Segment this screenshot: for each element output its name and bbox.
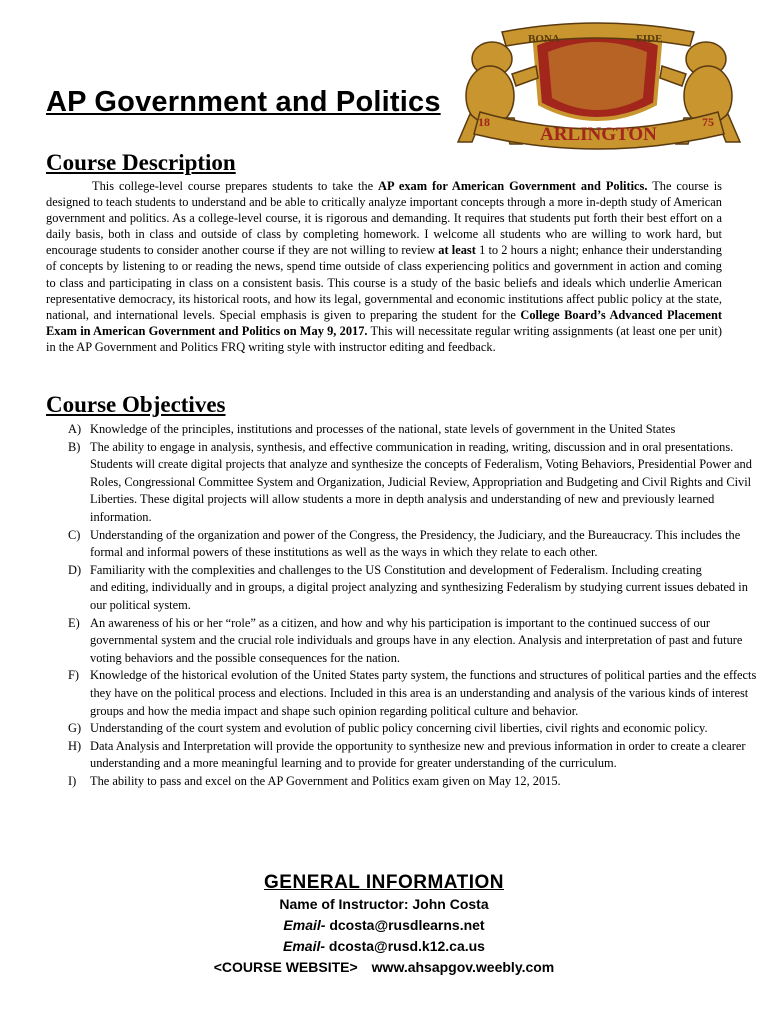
crest-banner-left-text: BONA	[528, 33, 560, 45]
email-line-1	[0, 915, 768, 936]
objective-item	[46, 667, 764, 720]
crest-banner-right-text: FIDE	[636, 33, 663, 45]
course-description-heading: Course Description	[46, 150, 236, 175]
desc-text-2: The course is designed to teach students to understand and be able to critically analyze important concepts through a more in-depth study of American government and politics. As a college-level course, it is rigorous and demanding. It requires that students put forth their best effort on a daily basis, both in class and outside of class by completing homework. I welcome all students who are willing to work hard, but encourage students to consider another course if they are not willing to review	[46, 179, 723, 258]
objective-marker: A)	[68, 422, 82, 436]
objective-item	[46, 615, 764, 668]
website-label: <COURSE WEBSITE>	[213, 959, 358, 975]
objective-marker: D)	[68, 562, 82, 577]
objective-marker: B)	[68, 439, 81, 454]
objective-text: An awareness of his or her “role” as a citizen, and how and why his participation is important to the continued success of our governmental system and the crucial role individuals and groups have in any election. Analysis and interpretation of past and future voting behaviors and the possible consequences for the nation.	[90, 615, 743, 665]
objective-marker: H)	[68, 738, 82, 753]
objective-text: The ability to engage in analysis, synthesis, and effective communication in reading, writing, discussion and in oral presentations. Students will create digital projects that analyze and synthesize the concepts of Federalism, Voting Behaviors, Presidential Power and Roles, Congressional Committee System and Organization, Judicial Review, Appropriation and Budgeting and Civil Rights and Civil Liberties. These digital projects will allow students a more in depth analysis and understanding of new and previously learned information.	[90, 439, 752, 524]
arlington-crest-logo	[440, 14, 755, 154]
objective-text: Familiarity with the complexities and challenges to the US Constitution and development of Federalism. Including creating	[90, 562, 702, 577]
desc-bold-3: College Board’s Advanced Placement Exam in American Government and Politics on May 9, 2017.	[46, 307, 723, 338]
email-label: Email-	[283, 917, 326, 933]
desc-text-4: This will necessitate regular writing assignments (at least one per unit) in the AP Government and Politics FRQ writing style with instructor editing and feedback.	[46, 323, 722, 354]
objective-text: Knowledge of the historical evolution of the United States party system, the functions and structures of political parties and the effects they have on the political process and elections. Included in this area is an understanding and analysis of the various kinds of interest groups and how the media impact and shape such opinion regarding political culture and behavior.	[90, 668, 757, 718]
email-address-1[interactable]: dcosta@rusdlearns.net	[325, 917, 485, 933]
objective-text: The ability to pass and excel on the AP Government and Politics exam given on May 12, 2015.	[90, 773, 561, 788]
course-description-paragraph	[46, 178, 722, 355]
page-title: AP Government and Politics	[46, 86, 441, 118]
objective-marker: E)	[68, 615, 80, 630]
objective-item	[46, 720, 764, 738]
crest-ribbon-text: ARLINGTON	[540, 124, 657, 145]
objective-item	[46, 773, 764, 791]
website-line	[0, 957, 768, 978]
objective-marker: G)	[68, 721, 82, 736]
desc-text-1: This college-level course prepares students to take the	[92, 179, 379, 193]
course-objectives-heading: Course Objectives	[46, 392, 226, 417]
instructor-name: Name of Instructor: John Costa	[279, 896, 489, 912]
objective-item	[46, 738, 764, 773]
email-address-2[interactable]: dcosta@rusd.k12.ca.us	[325, 938, 485, 954]
objective-marker: I)	[68, 773, 77, 788]
objective-text: Data Analysis and Interpretation will provide the opportunity to synthesize new and previous information in order to create a clearer understanding and a more meaningful learning and to provide for greater understanding of the curriculum.	[90, 738, 746, 771]
objective-item	[46, 421, 764, 439]
desc-bold-1: AP exam for American Government and Politics.	[378, 179, 648, 193]
website-link[interactable]: www.ahsapgov.weebly.com	[371, 959, 555, 975]
desc-bold-2: at least	[438, 243, 476, 258]
objective-text: Understanding of the organization and power of the Congress, the Presidency, the Judiciary, and the Bureaucracy. This includes the formal and informal powers of these institutions as well as the ways in which they relate to each other.	[90, 527, 741, 560]
email-line-2	[0, 936, 768, 957]
objective-text: Understanding of the court system and evolution of public policy concerning civil liberties, civil rights and economic policy.	[90, 721, 708, 736]
objective-text: Knowledge of the principles, institutions and processes of the national, state levels of government in the United States	[90, 422, 676, 436]
general-information-section	[0, 872, 768, 978]
objectives-list	[46, 421, 764, 790]
objective-marker: C)	[68, 527, 81, 542]
objective-text-continued: and editing, individually and in groups, a digital project analyzing and synthesizing Federalism by studying current issues debated in our political system.	[90, 580, 748, 612]
objective-item	[46, 439, 764, 527]
crest-year-left: 18	[478, 115, 490, 129]
objective-item	[46, 562, 764, 615]
general-information-heading: GENERAL INFORMATION	[264, 872, 504, 893]
crest-shield-inner	[548, 42, 647, 110]
email-label: Email-	[283, 938, 326, 954]
objective-item	[46, 527, 764, 562]
desc-text-3: 1 to 2 hours a night; enhance their understanding of concepts by listening to or reading the news, spend time outside of class experiencing politics and government in action and coming to class and participating in class on a consistent basis. This course is a study of the basic beliefs and ideals which underlie American representative democracy, its historical roots, and how its legal, governmental and economic institutions affect public policy at the state, national, and international levels. Special emphasis is given to preparing the student for the	[46, 243, 722, 322]
crest-year-right: 75	[702, 115, 714, 129]
objective-marker: F)	[68, 668, 80, 683]
